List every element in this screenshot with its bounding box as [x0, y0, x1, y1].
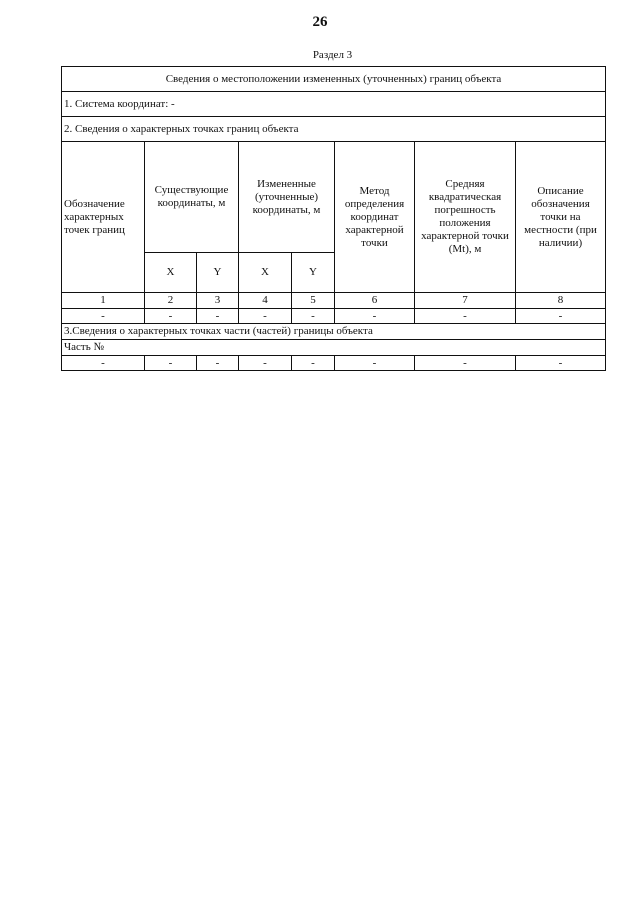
column-numbers-row	[62, 293, 606, 309]
header-changed: Измененные (уточненные) координаты, м	[239, 142, 335, 253]
table-cell: -	[292, 309, 335, 324]
table-cell: -	[335, 356, 415, 371]
header-existing-x: X	[145, 253, 197, 293]
column-number: 8	[516, 293, 606, 309]
table-cell: -	[62, 309, 145, 324]
header-existing-y: Y	[197, 253, 239, 293]
header-error: Средняя квадратическая погрешность положения характерной точки (Mt), м	[415, 142, 516, 293]
table-cell: -	[145, 309, 197, 324]
part-label: Часть №	[62, 340, 606, 356]
header-existing: Существующие координаты, м	[145, 142, 239, 253]
column-number: 1	[62, 293, 145, 309]
table-cell: -	[335, 309, 415, 324]
header-changed-x: X	[239, 253, 292, 293]
table-row	[62, 309, 606, 324]
column-number: 7	[415, 293, 516, 309]
header-method: Метод определения координат характерной точки	[335, 142, 415, 293]
header-description: Описание обозначения точки на местности (при наличии)	[516, 142, 606, 293]
boundary-table	[61, 66, 606, 371]
table-cell: -	[516, 356, 606, 371]
table-cell: -	[239, 309, 292, 324]
table-cell: -	[292, 356, 335, 371]
column-number: 5	[292, 293, 335, 309]
section-label: Раздел 3	[312, 49, 353, 61]
page-number: 26	[312, 14, 328, 30]
column-number: 3	[197, 293, 239, 309]
parts-heading: 3.Сведения о характерных точках части (частей) границы объекта	[62, 324, 606, 340]
header-designation: Обозначение характерных точек границ	[62, 142, 145, 293]
table-cell: -	[197, 356, 239, 371]
table-cell: -	[197, 309, 239, 324]
points-heading: 2. Сведения о характерных точках границ объекта	[62, 117, 606, 142]
table-row	[62, 356, 606, 371]
table-cell: -	[145, 356, 197, 371]
coord-system: 1. Система координат: -	[62, 92, 606, 117]
column-number: 2	[145, 293, 197, 309]
header-changed-y: Y	[292, 253, 335, 293]
column-number: 4	[239, 293, 292, 309]
table-cell: -	[62, 356, 145, 371]
table-cell: -	[239, 356, 292, 371]
table-cell: -	[516, 309, 606, 324]
table-title: Сведения о местоположении измененных (уточненных) границ объекта	[62, 67, 606, 92]
column-number: 6	[335, 293, 415, 309]
table-cell: -	[415, 309, 516, 324]
table-cell: -	[415, 356, 516, 371]
